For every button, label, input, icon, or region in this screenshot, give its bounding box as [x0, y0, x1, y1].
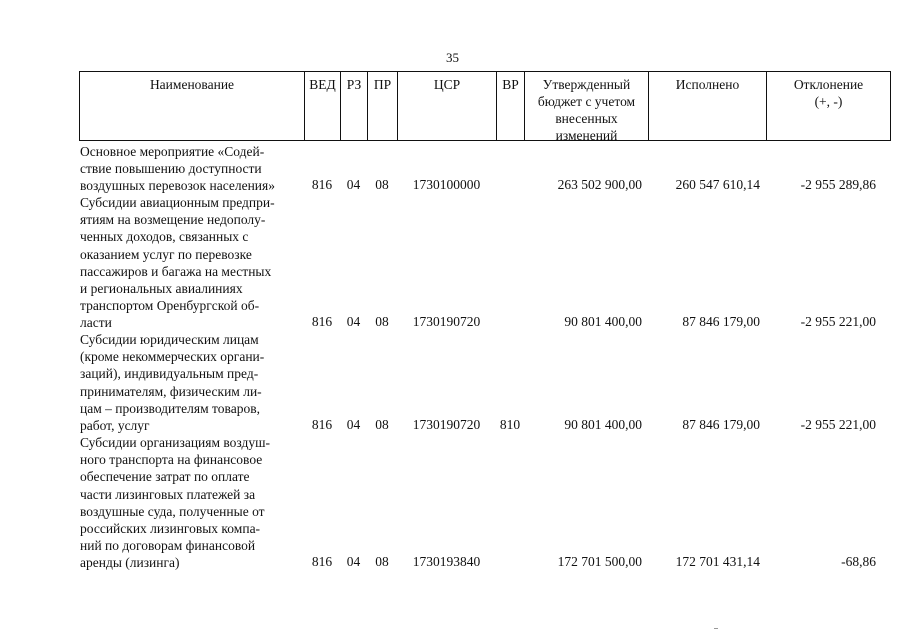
- row-csr: 1730190720: [412, 314, 481, 329]
- row-pr: 08: [375, 417, 389, 432]
- row-ved: 816: [311, 314, 333, 329]
- row-name: Субсидии авиационным предпри- ятиям на возмещение недополу- ченных доходов, связанных с оказанием услуг по перевозке пассажиров и багажа на местных и региональных авиалиниях транспортом Оренбургской об- ласти: [80, 195, 275, 331]
- row-ved: 816: [311, 417, 333, 432]
- row-approved: 90 801 400,00: [564, 314, 642, 329]
- row-vr: 810: [499, 417, 521, 432]
- header-deviation: Отклонение (+, -): [793, 77, 864, 109]
- header-rz: РЗ: [341, 72, 368, 140]
- header-approved: Утвержденный бюджет с учетом внесенных изменений: [525, 72, 649, 140]
- header-name: Наименование: [80, 72, 305, 140]
- row-approved: 90 801 400,00: [564, 417, 642, 432]
- row-pr: 08: [375, 177, 389, 192]
- scan-mark: [714, 628, 718, 629]
- row-pr: 08: [375, 554, 389, 569]
- row-deviation: -2 955 289,86: [800, 177, 876, 192]
- row-rz: 04: [346, 177, 361, 192]
- row-csr: 1730193840: [412, 554, 481, 569]
- row-approved: 172 701 500,00: [557, 554, 642, 569]
- row-rz: 04: [346, 417, 361, 432]
- table-header: [79, 71, 891, 141]
- header-csr: ЦСР: [398, 72, 497, 140]
- row-ved: 816: [311, 177, 333, 192]
- header-pr: ПР: [368, 72, 398, 140]
- header-ved: ВЕД: [305, 72, 341, 140]
- row-deviation: -2 955 221,00: [800, 314, 876, 329]
- row-csr: 1730100000: [412, 177, 481, 192]
- row-executed: 87 846 179,00: [682, 314, 760, 329]
- header-executed: Исполнено: [649, 72, 767, 140]
- header-vr: ВР: [497, 72, 525, 140]
- row-rz: 04: [346, 314, 361, 329]
- row-name: Субсидии организациям воздуш- ного транспорта на финансовое обеспечение затрат по оплате части лизинговых платежей за воздушные суда, полученные от российских лизинговых компа- ний по договорам финансовой аренды (лизинга): [80, 435, 271, 571]
- row-executed: 87 846 179,00: [682, 417, 760, 432]
- page-number: 35: [446, 50, 459, 65]
- row-csr: 1730190720: [412, 417, 481, 432]
- row-name: Основное мероприятие «Содей- ствие повышению доступности воздушных перевозок населения»: [80, 144, 275, 194]
- row-deviation: -68,86: [841, 554, 876, 569]
- row-approved: 263 502 900,00: [557, 177, 642, 192]
- row-name: Субсидии юридическим лицам (кроме некоммерческих органи- заций), индивидуальным пред- принимателям, физическим ли- цам – производителям товаров, работ, услуг: [80, 332, 265, 434]
- row-rz: 04: [346, 554, 361, 569]
- row-executed: 172 701 431,14: [675, 554, 760, 569]
- row-executed: 260 547 610,14: [675, 177, 760, 192]
- row-pr: 08: [375, 314, 389, 329]
- row-ved: 816: [311, 554, 333, 569]
- row-deviation: -2 955 221,00: [800, 417, 876, 432]
